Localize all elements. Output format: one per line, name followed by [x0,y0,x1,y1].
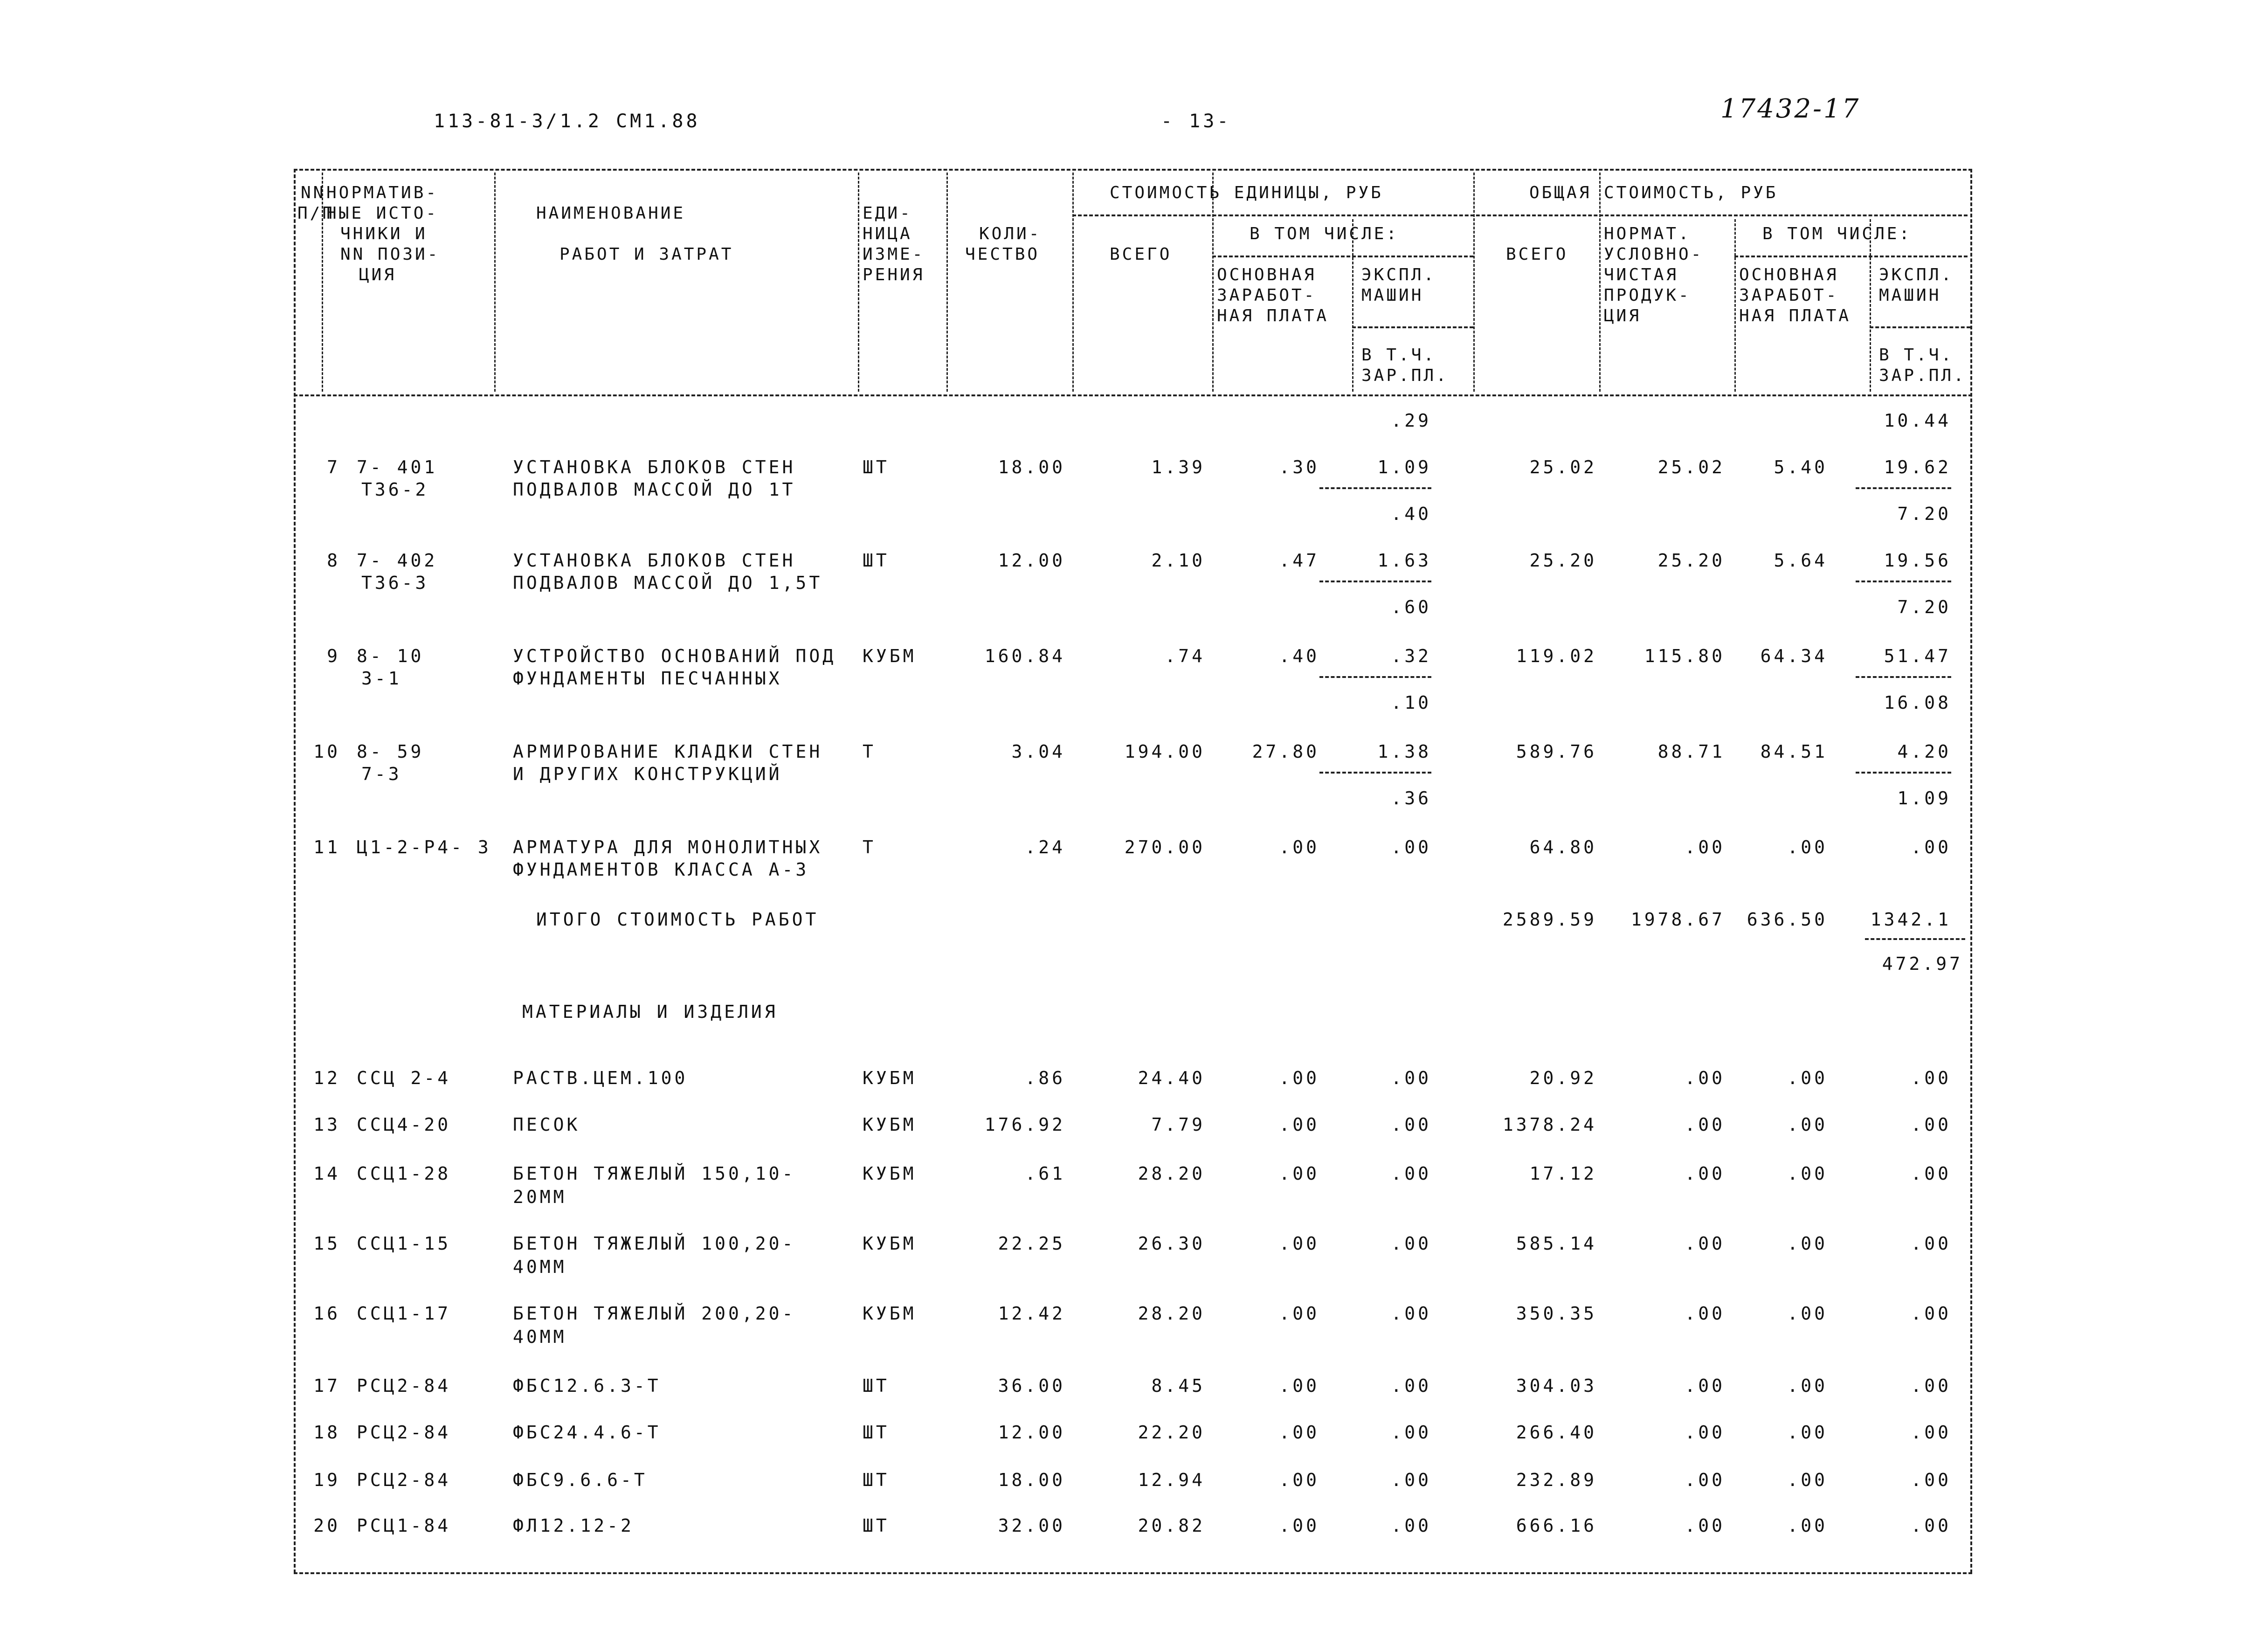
work-row-t-norm: .00 [1685,837,1725,857]
material-row-u-base: .00 [1279,1515,1319,1536]
material-row-nn: 18 [313,1422,340,1443]
material-row-name: БЕТОН ТЯЖЕЛЫЙ 100,20- [513,1233,796,1254]
header-normat: УСЛОВНО- [1604,245,1704,264]
material-row-t-norm: .00 [1685,1163,1725,1184]
work-row-u-total: 1.39 [1151,457,1205,477]
work-row-t-norm: 25.20 [1657,550,1725,571]
header-bottom-border [294,394,1972,396]
material-row-u-total: 26.30 [1138,1233,1205,1254]
material-row-t-total: 585.14 [1516,1233,1597,1254]
material-row-u-base: .00 [1279,1163,1319,1184]
table-left-border [294,169,296,1573]
material-row-u-total: 22.20 [1138,1422,1205,1443]
material-row-u-mach: .00 [1391,1303,1431,1324]
material-row-t-base: .00 [1787,1376,1828,1396]
work-row-u-zp: .60 [1391,597,1431,617]
work-row-u-zp: .40 [1391,504,1431,524]
work-row-name: УСТАНОВКА БЛОКОВ СТЕН [513,550,796,571]
material-row-nn: 20 [313,1515,340,1536]
header-norm-source: ЧНИКИ И [340,224,428,243]
material-row-u-mach: .00 [1391,1233,1431,1254]
material-row-name: 20ММ [513,1187,567,1207]
header-vtch: В Т.Ч. [1361,346,1436,365]
work-row-unit: Т [863,837,876,857]
header-normat: ПРОДУК- [1604,286,1691,305]
work-row-zp-divider [1856,487,1951,489]
material-row-t-total: 304.03 [1516,1376,1597,1396]
work-row-name: УСТАНОВКА БЛОКОВ СТЕН [513,457,796,477]
carry-over-unit-zp: .29 [1391,410,1431,431]
work-row-t-norm: 115.80 [1644,646,1725,666]
header-subdivider [1212,256,1473,257]
work-row-t-zp: 1.09 [1897,788,1951,809]
material-row-t-base: .00 [1787,1068,1828,1088]
work-row-zp-divider [1319,676,1431,678]
material-row-t-total: 232.89 [1516,1470,1597,1490]
material-row-qty: 12.42 [998,1303,1065,1324]
header-col-divider [1072,173,1074,392]
header-osnovnaya: ЗАРАБОТ- [1739,286,1839,305]
work-row-qty: 160.84 [984,646,1065,666]
material-row-qty: 36.00 [998,1376,1065,1396]
page-number: - 13- [1161,111,1231,132]
header-col-divider [1599,173,1601,392]
material-row-qty: 32.00 [998,1515,1065,1536]
header-qty: ЧЕСТВО [965,245,1040,264]
material-row-nn: 14 [313,1163,340,1184]
header-total-cost: ОБЩАЯ СТОИМОСТЬ, РУБ [1529,183,1778,202]
header-col-divider [494,173,496,392]
header-vsego: ВСЕГО [1506,245,1568,264]
material-row-t-norm: .00 [1685,1303,1725,1324]
header-ekspl: МАШИН [1879,286,1941,305]
work-row-u-zp: .36 [1391,788,1431,809]
work-row-zp-divider [1319,487,1431,489]
works-total-zp: 472.97 [1882,954,1963,974]
header-normat: ЦИЯ [1604,306,1642,325]
header-osnovnaya: НАЯ ПЛАТА [1739,306,1851,325]
material-row-qty: .86 [1025,1068,1065,1088]
material-row-t-mach: .00 [1911,1470,1951,1490]
material-row-u-mach: .00 [1391,1114,1431,1135]
material-row-u-mach: .00 [1391,1422,1431,1443]
material-row-t-mach: .00 [1911,1303,1951,1324]
carry-over-total-zp: 10.44 [1884,410,1951,431]
work-row-t-norm: 88.71 [1657,741,1725,762]
header-unit: НИЦА [863,224,912,243]
material-row-nn: 15 [313,1233,340,1254]
work-row-t-base: 84.51 [1760,741,1828,762]
work-row-nn: 10 [313,741,340,762]
work-row-t-mach: 19.62 [1884,457,1951,477]
material-row-t-mach: .00 [1911,1233,1951,1254]
material-row-code: ССЦ1-17 [357,1303,451,1324]
material-row-code: РСЦ2-84 [357,1376,451,1396]
work-row-t-total: 64.80 [1529,837,1597,857]
header-norm-source: НОРМАТИВ- [326,183,439,202]
work-row-name: ФУНДАМЕНТЫ ПЕСЧАННЫХ [513,668,782,689]
header-nn: П/П [297,204,335,223]
material-row-name: БЕТОН ТЯЖЕЛЫЙ 150,10- [513,1163,796,1184]
work-row-zp-divider [1319,581,1431,582]
material-row-code: РСЦ2-84 [357,1422,451,1443]
work-row-name: АРМИРОВАНИЕ КЛАДКИ СТЕН [513,741,823,762]
work-row-name: И ДРУГИХ КОНСТРУКЦИЙ [513,764,782,784]
works-total-t-base: 636.50 [1747,909,1828,930]
material-row-t-mach: .00 [1911,1068,1951,1088]
header-vtch: ЗАР.ПЛ. [1361,366,1449,385]
material-row-t-base: .00 [1787,1303,1828,1324]
material-row-name: РАСТВ.ЦЕМ.100 [513,1068,688,1088]
work-row-u-mach: .00 [1391,837,1431,857]
work-row-t-base: .00 [1787,837,1828,857]
work-row-u-zp: .10 [1391,692,1431,713]
material-row-t-mach: .00 [1911,1376,1951,1396]
material-row-t-mach: .00 [1911,1515,1951,1536]
table-right-border [1970,169,1972,1573]
work-row-u-mach: 1.09 [1377,457,1431,477]
material-row-u-total: 28.20 [1138,1303,1205,1324]
material-row-t-norm: .00 [1685,1470,1725,1490]
header-unit: РЕНИЯ [863,265,925,284]
work-row-nn: 9 [327,646,340,666]
material-row-t-total: 1378.24 [1502,1114,1597,1135]
header-col-divider [1734,219,1736,392]
material-row-unit: ШТ [863,1470,890,1490]
header-osnovnaya: ОСНОВНАЯ [1217,265,1317,284]
material-row-t-base: .00 [1787,1470,1828,1490]
materials-heading: МАТЕРИАЛЫ И ИЗДЕЛИЯ [522,1002,778,1022]
header-ekspl: МАШИН [1361,286,1424,305]
header-osnovnaya: ЗАРАБОТ- [1217,286,1317,305]
work-row-unit: ШТ [863,550,890,571]
work-row-code: 7- 401 [357,457,438,477]
work-row-qty: 3.04 [1011,741,1065,762]
header-name: НАИМЕНОВАНИЕ [536,204,686,223]
material-row-u-mach: .00 [1391,1515,1431,1536]
header-vtch: ЗАР.ПЛ. [1879,366,1966,385]
work-row-u-base: .47 [1279,550,1319,571]
material-row-unit: ШТ [863,1376,890,1396]
table-bottom-border [294,1572,1972,1574]
work-row-name: ПОДВАЛОВ МАССОЙ ДО 1,5Т [513,573,823,593]
work-row-u-base: 27.80 [1252,741,1319,762]
material-row-nn: 13 [313,1114,340,1135]
material-row-name: 40ММ [513,1257,567,1277]
material-row-t-total: 17.12 [1529,1163,1597,1184]
work-row-unit: ШТ [863,457,890,477]
work-row-unit: Т [863,741,876,762]
material-row-t-norm: .00 [1685,1068,1725,1088]
material-row-t-total: 350.35 [1516,1303,1597,1324]
work-row-code: Т36-3 [361,573,429,593]
header-nn: NN [301,183,326,202]
work-row-zp-divider [1319,772,1431,774]
material-row-nn: 17 [313,1376,340,1396]
material-row-code: ССЦ4-20 [357,1114,451,1135]
work-row-u-total: 2.10 [1151,550,1205,571]
work-row-t-mach: 4.20 [1897,741,1951,762]
header-osnovnaya: ОСНОВНАЯ [1739,265,1839,284]
work-row-nn: 11 [313,837,340,857]
work-row-t-base: 5.64 [1774,550,1828,571]
work-row-t-mach: 51.47 [1884,646,1951,666]
work-row-code: Ц1-2-Р4- 3 [357,837,491,857]
works-total-t-norm: 1978.67 [1630,909,1725,930]
material-row-code: РСЦ1-84 [357,1515,451,1536]
material-row-u-base: .00 [1279,1303,1319,1324]
material-row-u-total: 7.79 [1151,1114,1205,1135]
material-row-t-mach: .00 [1911,1163,1951,1184]
material-row-u-base: .00 [1279,1422,1319,1443]
work-row-t-zp: 16.08 [1884,692,1951,713]
work-row-zp-divider [1856,772,1951,774]
material-row-code: ССЦ1-15 [357,1233,451,1254]
material-row-unit: ШТ [863,1422,890,1443]
material-row-qty: 18.00 [998,1470,1065,1490]
material-row-code: ССЦ1-28 [357,1163,451,1184]
material-row-t-base: .00 [1787,1163,1828,1184]
work-row-name: ФУНДАМЕНТОВ КЛАССА А-3 [513,859,809,880]
header-col-divider [1870,219,1871,392]
material-row-u-mach: .00 [1391,1163,1431,1184]
material-row-u-base: .00 [1279,1068,1319,1088]
header-norm-source: ЦИЯ [359,265,397,284]
material-row-u-total: 8.45 [1151,1376,1205,1396]
work-row-name: ПОДВАЛОВ МАССОЙ ДО 1Т [513,479,796,500]
material-row-name: ПЕСОК [513,1114,580,1135]
work-row-nn: 7 [327,457,340,477]
material-row-unit: КУБМ [863,1303,917,1324]
work-row-t-base: 5.40 [1774,457,1828,477]
material-row-t-base: .00 [1787,1515,1828,1536]
material-row-t-total: 20.92 [1529,1068,1597,1088]
material-row-nn: 12 [313,1068,340,1088]
material-row-t-total: 666.16 [1516,1515,1597,1536]
header-col-divider [858,173,859,392]
material-row-t-base: .00 [1787,1422,1828,1443]
work-row-t-mach: 19.56 [1884,550,1951,571]
header-ekspl: ЭКСПЛ. [1361,265,1436,284]
work-row-t-total: 25.20 [1529,550,1597,571]
work-row-t-norm: 25.02 [1657,457,1725,477]
header-subdivider [1072,214,1968,216]
material-row-name: ФБС24.4.6-Т [513,1422,661,1443]
material-row-nn: 16 [313,1303,340,1324]
header-unit: ЕДИ- [863,204,912,223]
header-col-divider [1212,173,1214,392]
material-row-unit: КУБМ [863,1163,917,1184]
work-row-u-mach: .32 [1391,646,1431,666]
header-norm-source: НЫЕ ИСТО- [326,204,439,223]
header-v-tom-chisle: В ТОМ ЧИСЛЕ: [1762,224,1912,243]
header-norm-source: NN ПОЗИ- [340,245,440,264]
material-row-t-base: .00 [1787,1114,1828,1135]
header-qty: КОЛИ- [979,224,1042,243]
material-row-u-total: 24.40 [1138,1068,1205,1088]
work-row-nn: 8 [327,550,340,571]
work-row-code: 8- 10 [357,646,424,666]
header-unit: ИЗМЕ- [863,245,925,264]
material-row-qty: .61 [1025,1163,1065,1184]
header-col-divider [946,173,948,392]
work-row-t-mach: .00 [1911,837,1951,857]
work-row-name: УСТРОЙСТВО ОСНОВАНИЙ ПОД [513,646,836,666]
material-row-t-norm: .00 [1685,1376,1725,1396]
work-row-u-total: .74 [1165,646,1205,666]
work-row-u-total: 270.00 [1124,837,1205,857]
material-row-name: ФБС12.6.3-Т [513,1376,661,1396]
material-row-t-mach: .00 [1911,1422,1951,1443]
material-row-u-total: 12.94 [1138,1470,1205,1490]
work-row-t-base: 64.34 [1760,646,1828,666]
works-total-t-total: 2589.59 [1502,909,1597,930]
work-row-t-zp: 7.20 [1897,504,1951,524]
material-row-name: ФЛ12.12-2 [513,1515,634,1536]
header-name: РАБОТ И ЗАТРАТ [559,245,734,264]
work-row-zp-divider [1856,581,1951,582]
header-ekspl: ЭКСПЛ. [1879,265,1954,284]
material-row-unit: КУБМ [863,1233,917,1254]
material-row-t-norm: .00 [1685,1515,1725,1536]
header-normat: ЧИСТАЯ [1604,265,1679,284]
material-row-qty: 176.92 [984,1114,1065,1135]
header-subdivider [1352,326,1473,328]
work-row-qty: .24 [1025,837,1065,857]
material-row-u-base: .00 [1279,1376,1319,1396]
work-row-u-mach: 1.38 [1377,741,1431,762]
material-row-unit: КУБМ [863,1068,917,1088]
work-row-t-total: 25.02 [1529,457,1597,477]
header-osnovnaya: НАЯ ПЛАТА [1217,306,1329,325]
works-total-label: ИТОГО СТОИМОСТЬ РАБОТ [536,909,819,930]
work-row-code: Т36-2 [361,479,429,500]
material-row-u-mach: .00 [1391,1470,1431,1490]
header-v-tom-chisle: В ТОМ ЧИСЛЕ: [1250,224,1399,243]
work-row-code: 7- 402 [357,550,438,571]
material-row-qty: 22.25 [998,1233,1065,1254]
header-unit-cost: СТОИМОСТЬ ЕДИНИЦЫ, РУБ [1110,183,1383,202]
material-row-t-norm: .00 [1685,1422,1725,1443]
material-row-t-norm: .00 [1685,1114,1725,1135]
work-row-code: 3-1 [361,668,402,689]
doc-code: 113-81-3/1.2 СМ1.88 [434,111,700,132]
material-row-qty: 12.00 [998,1422,1065,1443]
material-row-t-total: 266.40 [1516,1422,1597,1443]
material-row-name: БЕТОН ТЯЖЕЛЫЙ 200,20- [513,1303,796,1324]
work-row-t-total: 119.02 [1516,646,1597,666]
material-row-name: 40ММ [513,1327,567,1347]
work-row-code: 7-3 [361,764,402,784]
material-row-t-mach: .00 [1911,1114,1951,1135]
material-row-u-base: .00 [1279,1114,1319,1135]
material-row-u-mach: .00 [1391,1376,1431,1396]
work-row-qty: 18.00 [998,457,1065,477]
header-col-divider [1352,219,1353,392]
material-row-u-base: .00 [1279,1470,1319,1490]
work-row-u-total: 194.00 [1124,741,1205,762]
header-vtch: В Т.Ч. [1879,346,1954,365]
material-row-nn: 19 [313,1470,340,1490]
work-row-u-mach: 1.63 [1377,550,1431,571]
work-row-zp-divider [1856,676,1951,678]
material-row-unit: КУБМ [863,1114,917,1135]
material-row-code: ССЦ 2-4 [357,1068,451,1088]
table-top-border [294,169,1972,171]
material-row-u-mach: .00 [1391,1068,1431,1088]
material-row-u-base: .00 [1279,1233,1319,1254]
header-subdivider [1870,326,1970,328]
material-row-name: ФБС9.6.6-Т [513,1470,648,1490]
header-subdivider [1734,256,1968,257]
work-row-t-zp: 7.20 [1897,597,1951,617]
material-row-t-norm: .00 [1685,1233,1725,1254]
material-row-u-total: 28.20 [1138,1163,1205,1184]
header-normat: НОРМАТ. [1604,224,1691,243]
header-col-divider [1473,173,1475,392]
work-row-u-base: .00 [1279,837,1319,857]
work-row-t-total: 589.76 [1516,741,1597,762]
material-row-t-base: .00 [1787,1233,1828,1254]
works-total-zp-divider [1865,938,1965,940]
material-row-u-total: 20.82 [1138,1515,1205,1536]
material-row-unit: ШТ [863,1515,890,1536]
work-row-u-base: .40 [1279,646,1319,666]
material-row-code: РСЦ2-84 [357,1470,451,1490]
work-row-code: 8- 59 [357,741,424,762]
handwritten-number: 17432-17 [1720,94,1861,124]
work-row-name: АРМАТУРА ДЛЯ МОНОЛИТНЫХ [513,837,823,857]
work-row-u-base: .30 [1279,457,1319,477]
work-row-qty: 12.00 [998,550,1065,571]
works-total-t-mach: 1342.1 [1870,909,1951,930]
header-vsego: ВСЕГО [1110,245,1172,264]
work-row-unit: КУБМ [863,646,917,666]
